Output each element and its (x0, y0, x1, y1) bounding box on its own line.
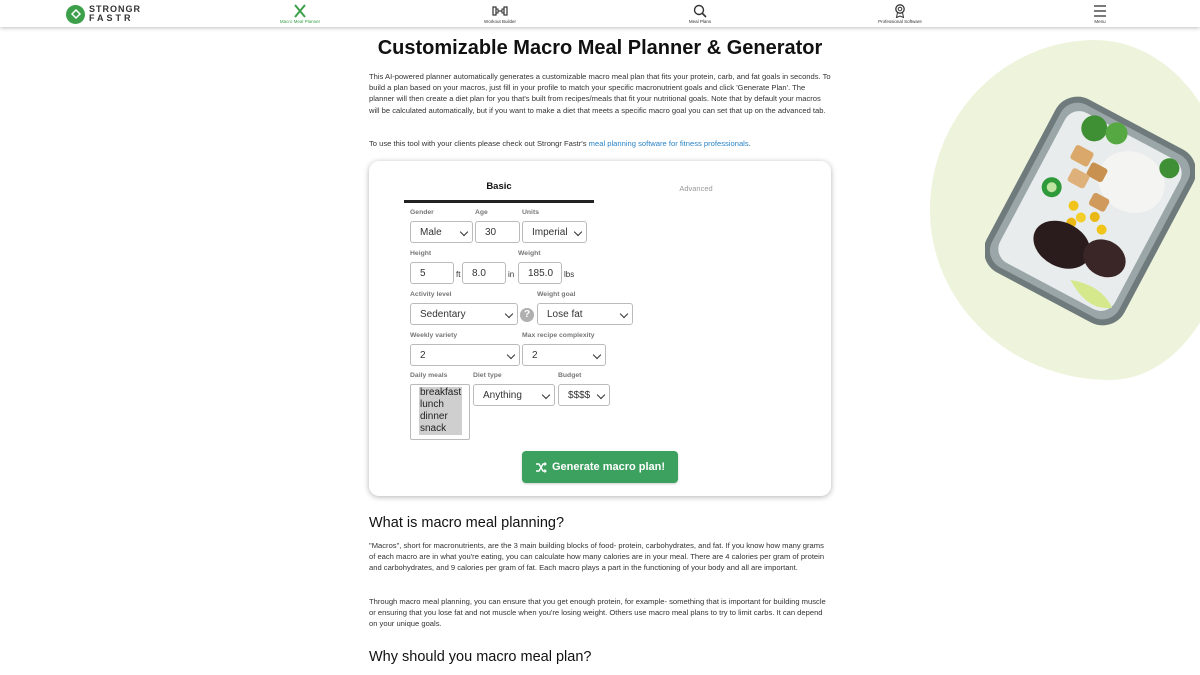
nav-label: Macro Meal Planner (279, 19, 321, 24)
age-label: Age (475, 209, 488, 216)
variety-select[interactable] (410, 344, 520, 366)
gender-label: Gender (410, 209, 434, 216)
variety-label: Weekly variety (410, 332, 458, 339)
budget-label: Budget (558, 372, 582, 379)
diet-type-label: Diet type (473, 372, 502, 379)
age-input[interactable] (475, 221, 520, 243)
chevron-down-icon (505, 310, 513, 318)
lbs-unit: lbs (564, 270, 575, 279)
chevron-down-icon (542, 391, 550, 399)
in-unit: in (508, 270, 515, 279)
logo-icon (66, 5, 85, 24)
nav-label: Meal Plans (688, 19, 712, 24)
pro-end: . (748, 139, 751, 148)
nav-professional-software[interactable] (855, 4, 945, 24)
meal-option-snack[interactable]: snack (420, 423, 447, 434)
logo-line2: FASTR (89, 13, 134, 23)
meal-option-breakfast[interactable]: breakfast (420, 387, 462, 398)
search-icon (692, 4, 708, 18)
nav-label: Workout Builder (484, 19, 516, 24)
gender-select[interactable] (410, 221, 473, 243)
help-icon[interactable]: ? (520, 308, 534, 322)
section1-paragraph1: "Macros", short for macronutrients, are the 3 main building blocks of food- protein, carbohydrates, and fat. If you know how many grams of each macro are in what you're eating, you can calculate how many calories are in your meal. There are 4 calories per gram of protein and carbohydrates, and 9 calories per gram of fat. Each macro plays a part in the functioning of your body and all are important. (369, 541, 825, 573)
height-ft-value: 5 (420, 267, 426, 279)
hamburger-icon (1092, 4, 1108, 18)
intro-paragraph: This AI-powered planner automatically generates a customizable macro meal plan that fits your protein, carb, and fat goals in seconds. To build a plan based on your macros, just fill in your profile to match your specific macronutrient goals and click 'Generate Plan'. The planner will then create a diet plan for you that's built from recipes/meals that fit your nutritional goals. Note that by default your macros will be calculated automatically, but if you want to make a diet that meets a specific macro goal you can set that up on the advanced tab. (369, 72, 831, 115)
height-label: Height (410, 250, 432, 257)
meal-option-lunch[interactable]: lunch (420, 399, 444, 410)
height-in-value: 8.0 (472, 267, 486, 279)
nav-meal-plans[interactable] (655, 4, 745, 24)
page-title: Customizable Macro Meal Planner & Generator (377, 37, 823, 59)
meal-option-dinner[interactable]: dinner (420, 411, 448, 422)
nav-label: Professional Software (878, 19, 922, 24)
pro-software-link[interactable]: meal planning software for fitness professionals (588, 139, 749, 148)
ft-unit: ft (456, 270, 461, 279)
award-icon (892, 4, 908, 18)
chevron-down-icon (460, 228, 468, 236)
nav-menu[interactable] (1055, 4, 1145, 24)
height-ft-input[interactable] (410, 262, 454, 284)
activity-select[interactable] (410, 303, 518, 325)
section-heading-why: Why should you macro meal plan? (369, 649, 592, 665)
daily-meals-label: Daily meals (410, 372, 448, 379)
generate-button-label: Generate macro plan! (551, 461, 666, 473)
daily-meals-multiselect[interactable] (410, 384, 470, 440)
generate-plan-button[interactable] (522, 451, 678, 483)
section-heading-what-is: What is macro meal planning? (369, 515, 565, 531)
diet-type-select[interactable] (473, 384, 555, 406)
chevron-down-icon (593, 351, 601, 359)
pro-text: To use this tool with your clients please check out Strongr Fastr's (369, 139, 589, 148)
height-in-input[interactable] (462, 262, 506, 284)
gender-value: Male (420, 226, 442, 238)
budget-select[interactable] (558, 384, 610, 406)
nav-macro-meal-planner[interactable] (255, 4, 345, 24)
activity-value: Sedentary (420, 308, 466, 320)
weight-goal-select[interactable] (537, 303, 633, 325)
chevron-down-icon (597, 391, 605, 399)
top-nav (0, 0, 1200, 27)
diet-type-value: Anything (483, 389, 522, 401)
complexity-value: 2 (532, 349, 538, 361)
age-value: 30 (485, 226, 497, 238)
tab-advanced[interactable]: Advanced (679, 184, 713, 193)
nav-label: Menu (1094, 19, 1106, 24)
shuffle-icon (535, 462, 547, 473)
pro-paragraph (369, 138, 831, 149)
dumbbell-icon (491, 4, 509, 18)
units-value: Imperial (532, 226, 568, 238)
budget-value: $$$$ (568, 389, 591, 401)
activity-label: Activity level (410, 291, 452, 298)
planner-form-card (369, 161, 831, 496)
complexity-label: Max recipe complexity (522, 332, 595, 339)
complexity-select[interactable] (522, 344, 606, 366)
weight-value: 185.0 (528, 267, 554, 279)
meal-container-image (985, 96, 1195, 326)
section1-paragraph2: Through macro meal planning, you can ensure that you get enough protein, for example- something that is important for building muscle or ensuring that you lose fat and not muscle when you're losing weight. Others use macro meal plans to try to limit carbs. It can depend on your unique goals. (369, 597, 826, 629)
fork-knife-icon (292, 4, 308, 18)
logo[interactable] (66, 4, 141, 24)
chevron-down-icon (574, 228, 582, 236)
logo-line1: STRONGR (89, 4, 141, 14)
weight-label: Weight (518, 250, 541, 257)
weight-input[interactable] (518, 262, 562, 284)
units-select[interactable] (522, 221, 587, 243)
chevron-down-icon (620, 310, 628, 318)
tab-basic[interactable]: Basic (404, 181, 594, 203)
units-label: Units (522, 209, 539, 216)
nav-workout-builder[interactable] (455, 4, 545, 24)
weight-goal-label: Weight goal (537, 291, 576, 298)
weight-goal-value: Lose fat (547, 308, 583, 320)
variety-value: 2 (420, 349, 426, 361)
chevron-down-icon (507, 351, 515, 359)
